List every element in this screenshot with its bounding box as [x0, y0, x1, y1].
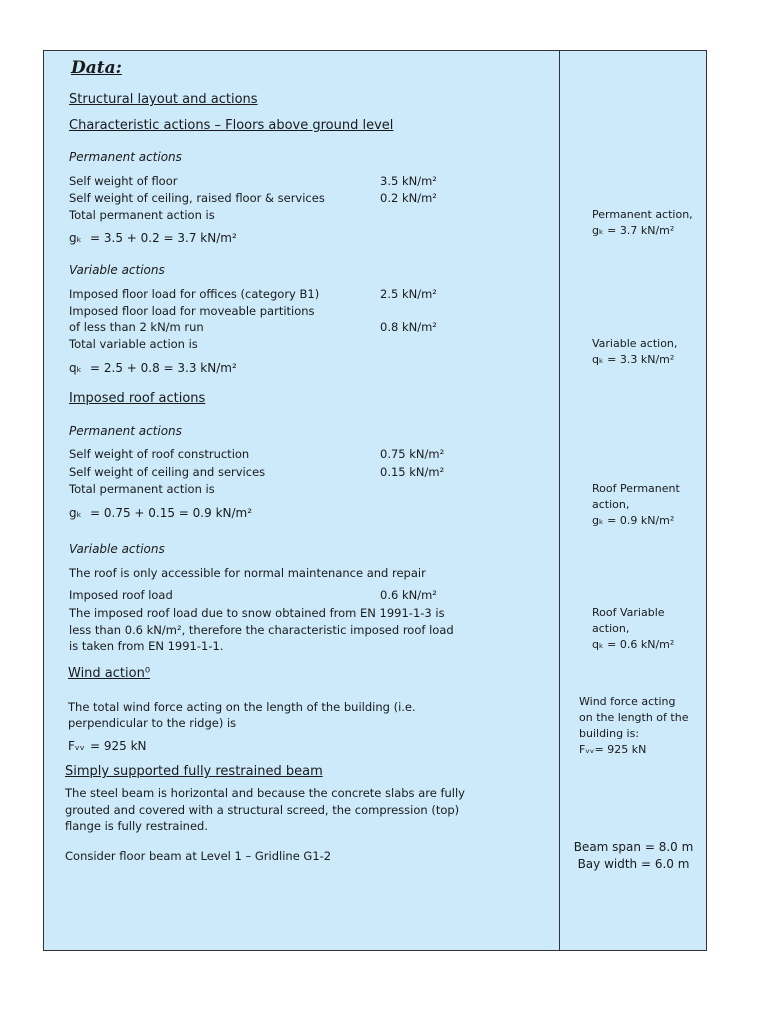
wind-para-line2: perpendicular to the ridge) is [68, 716, 237, 730]
roof-var-para-line1: The imposed roof load due to snow obtained from EN 1991-1-3 is [69, 606, 445, 620]
sidebar-line: Permanent action, [592, 208, 693, 221]
sidebar-line: gₖ = 3.7 kN/m² [592, 224, 675, 237]
roof-perm-row1-value: 0.75 kN/m² [380, 447, 445, 461]
floors-heading: Characteristic actions – Floors above ground level [69, 118, 394, 133]
roof-var-para-line3: is taken from EN 1991-1-1. [69, 639, 224, 653]
beam-para-line3: flange is fully restrained. [65, 819, 208, 833]
floor-permanent-subheading: Permanent actions [69, 150, 182, 164]
sidebar-roof-variable [592, 605, 674, 653]
sidebar-line: Variable action, [592, 337, 678, 350]
floor-var-eq-symbol: qₖ [69, 361, 82, 375]
floor-var-row2-label: Imposed floor load for moveable partitions [69, 304, 315, 318]
roof-perm-equation: = 0.75 + 0.15 = 0.9 kN/m² [90, 506, 253, 520]
sidebar-line: gₖ = 0.9 kN/m² [592, 514, 675, 527]
floor-var-total-label: Total variable action is [69, 337, 198, 351]
wind-para-line1: The total wind force acting on the length of the building (i.e. [68, 700, 416, 714]
beam-span: Beam span = 8.0 m [573, 840, 694, 854]
roof-perm-eq-symbol: gₖ [69, 506, 82, 520]
data-sheet-frame [43, 50, 707, 951]
sidebar-floor-permanent [592, 207, 693, 239]
sidebar-floor-variable [592, 336, 677, 368]
sidebar-line: Roof Permanent [592, 482, 680, 495]
beam-para-line1: The steel beam is horizontal and because the concrete slabs are fully [65, 786, 465, 800]
sidebar-line: Roof Variable [592, 606, 665, 619]
sidebar-line: Wind force acting [579, 695, 676, 708]
wind-heading: Wind action⁰ [68, 666, 151, 681]
floor-var-row1-value: 2.5 kN/m² [380, 287, 437, 301]
floor-variable-subheading: Variable actions [69, 263, 165, 277]
beam-heading: Simply supported fully restrained beam [65, 764, 323, 779]
floor-perm-equation: = 3.5 + 0.2 = 3.7 kN/m² [90, 231, 237, 245]
column-divider [559, 51, 560, 950]
roof-var-para-line2: less than 0.6 kN/m², therefore the characteristic imposed roof load [69, 623, 454, 637]
floor-perm-eq-symbol: gₖ [69, 231, 82, 245]
layout-heading: Structural layout and actions [69, 92, 258, 107]
sidebar-line: qₖ = 0.6 kN/m² [592, 638, 675, 651]
beam-consider-note: Consider floor beam at Level 1 – Gridline G1-2 [65, 849, 332, 863]
floor-perm-row2-value: 0.2 kN/m² [380, 191, 437, 205]
roof-heading: Imposed roof actions [69, 391, 206, 406]
floor-var-equation: = 2.5 + 0.8 = 3.3 kN/m² [90, 361, 237, 375]
roof-perm-row2-value: 0.15 kN/m² [380, 465, 445, 479]
sidebar-roof-permanent [592, 481, 680, 529]
bay-width: Bay width = 6.0 m [577, 857, 690, 871]
floor-perm-row2-label: Self weight of ceiling, raised floor & services [69, 191, 325, 205]
floor-perm-total-label: Total permanent action is [69, 208, 215, 222]
beam-para-line2: grouted and covered with a structural screed, the compression (top) [65, 803, 460, 817]
roof-perm-row2-label: Self weight of ceiling and services [69, 465, 266, 479]
roof-access-note: The roof is only accessible for normal maintenance and repair [69, 566, 426, 580]
roof-perm-total-label: Total permanent action is [69, 482, 215, 496]
wind-eq-symbol: Fᵥᵥ [68, 739, 85, 753]
sidebar-line: on the length of the [579, 711, 689, 724]
floor-var-row3-value: 0.8 kN/m² [380, 320, 437, 334]
roof-var-row1-value: 0.6 kN/m² [380, 588, 437, 602]
sidebar-line: building is: [579, 727, 640, 740]
sidebar-line: Fᵥᵥ= 925 kN [579, 743, 647, 756]
sidebar-wind [579, 694, 688, 758]
sidebar-line: qₖ = 3.3 kN/m² [592, 353, 675, 366]
roof-variable-subheading: Variable actions [69, 542, 165, 556]
roof-perm-row1-label: Self weight of roof construction [69, 447, 250, 461]
sidebar-line: action, [592, 498, 630, 511]
roof-var-row1-label: Imposed roof load [69, 588, 173, 602]
floor-perm-row1-label: Self weight of floor [69, 174, 178, 188]
floor-perm-row1-value: 3.5 kN/m² [380, 174, 437, 188]
roof-permanent-subheading: Permanent actions [69, 424, 182, 438]
floor-var-row1-label: Imposed floor load for offices (category B1) [69, 287, 320, 301]
page-title: Data: [71, 58, 122, 78]
floor-var-row3-label: of less than 2 kN/m run [69, 320, 204, 334]
sidebar-line: action, [592, 622, 630, 635]
wind-equation: = 925 kN [90, 739, 147, 753]
sidebar-beam-dimensions [560, 839, 707, 873]
